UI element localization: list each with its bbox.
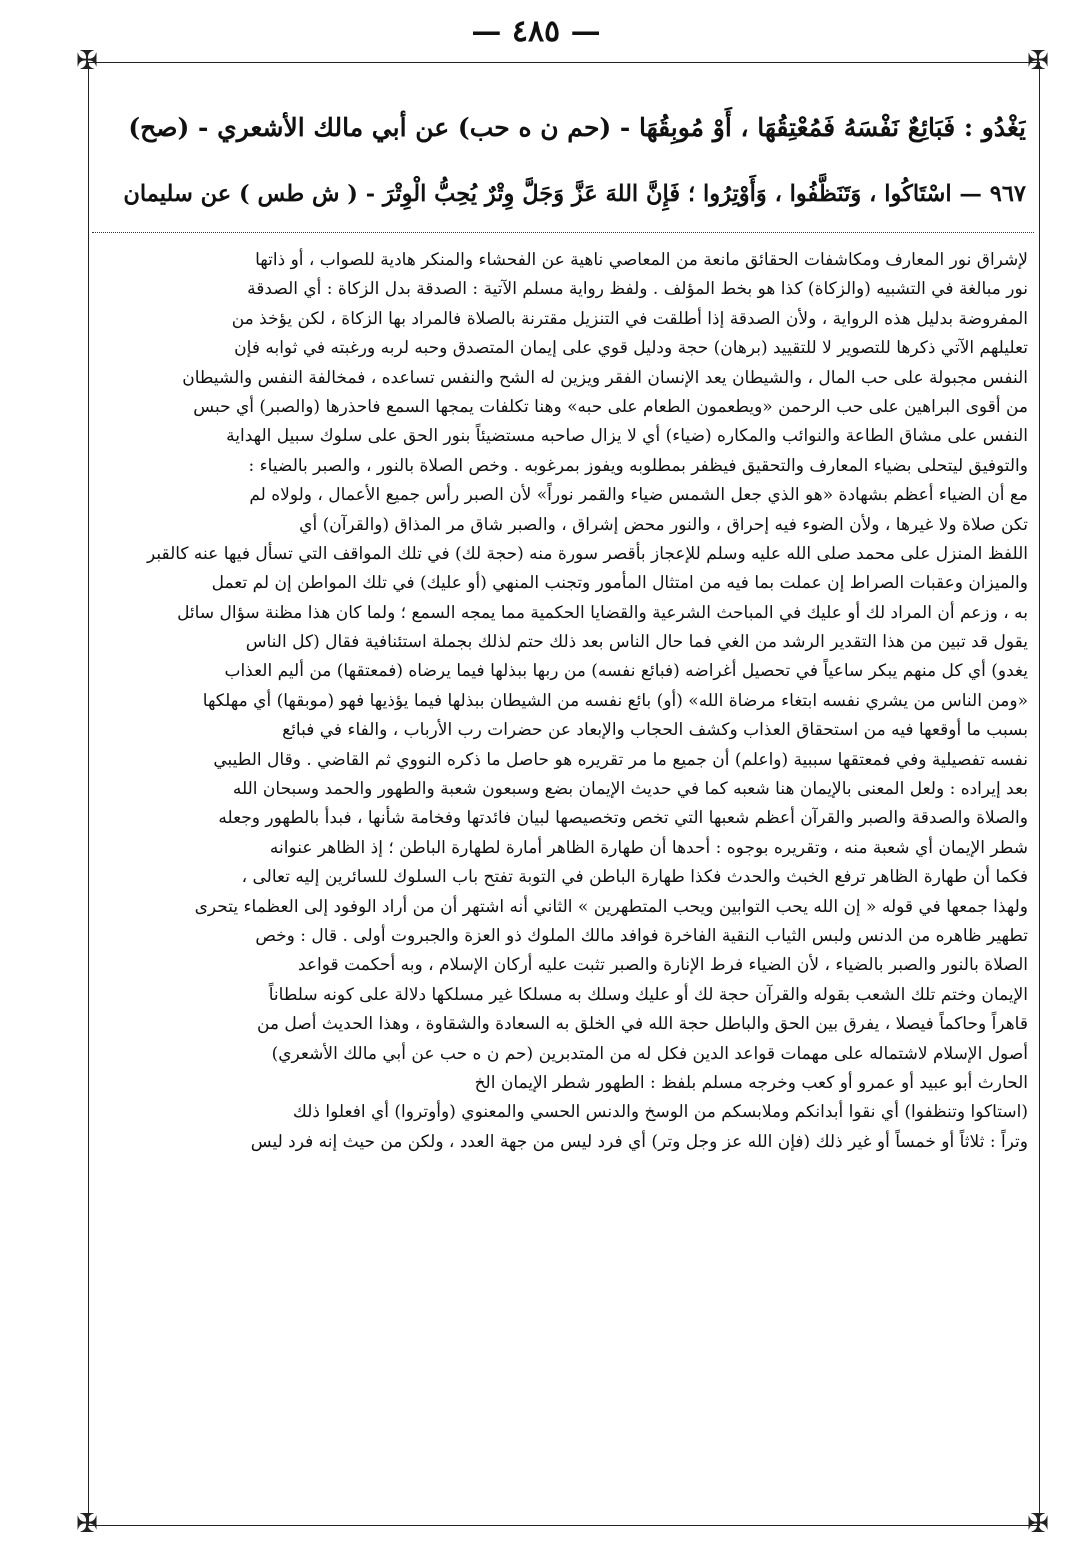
- commentary-line: (استاكوا وتنظفوا) أي نقوا أبدانكم وملابسكم من الوسخ والدنس الحسي والمعنوي (وأوتروا) أي افعلوا ذلك: [292, 1102, 1028, 1123]
- commentary-line: مع أن الضياء أعظم بشهادة «هو الذي جعل الشمس ضياء والقمر نوراً» لأن الصبر رأس جميع الأعمال ، ولولاه لم: [249, 485, 1028, 506]
- commentary-text: [106, 246, 1028, 1157]
- commentary-line: والصلاة والصدقة والصبر والقرآن أعظم شعبها التي تخص وتخصيصها لبيان فائدتها وفخامة شأنها ، فبدأ بالطهور وجعله: [218, 808, 1028, 829]
- commentary-line: والميزان وعقبات الصراط إن عملت بما فيه من امتثال المأمور وتجنب المنهي (أو عليك) في تلك المواطن إن لم تعمل: [211, 573, 1028, 594]
- hadith-text: [112, 95, 1026, 227]
- commentary-line: الإيمان وختم تلك الشعب بقوله والقرآن حجة لك أو عليك وسلك به مسلكا غير مسلكها دلالة على كونه سلطاناً: [268, 984, 1028, 1005]
- ornament-icon: ✠: [76, 46, 98, 76]
- commentary-line: يغدو) أي كل منهم يبكر ساعياً في تحصيل أغراضه (فبائع نفسه) من ربها ببذلها فيما يرضاه (فمعتقها) من أليم العذاب: [224, 661, 1028, 682]
- ornament-icon: ✠: [1027, 46, 1049, 76]
- commentary-line: بسبب ما أوقعها فيه من استحقاق العذاب وكشف الحجاب والإبعاد عن حضرات رب الأرباب ، والفاء في فبائع: [282, 720, 1028, 741]
- page-number: — ٤٨٥ —: [471, 14, 601, 49]
- commentary-line: الصلاة بالنور والصبر بالضياء ، لأن الضياء فرط الإنارة والصبر تثبت عليه أركان الإسلام ، وبه أحكمت قواعد: [297, 955, 1028, 976]
- ornament-icon: ✠: [1027, 1509, 1049, 1539]
- ornament-icon: ✠: [76, 1509, 98, 1539]
- commentary-line: فكما أن طهارة الظاهر ترفع الخبث والحدث فكذا طهارة الباطن في التوبة تفتح باب السلوك للسائرين إليه تعالى ،: [241, 867, 1028, 888]
- commentary-line: المفروضة بدليل هذه الرواية ، ولأن الصدقة إذا أطلقت في التنزيل مقترنة بالصلاة فالمراد بها الزكاة ، لكن يؤخذ من: [231, 308, 1028, 329]
- commentary-line: والتوفيق ليتحلى بضياء المعارف والتحقيق فيظفر بمطلوبه ويفوز بمرغوبه . وخص الصلاة بالنور ، والصبر بالضياء :: [248, 455, 1028, 476]
- commentary-line: به ، وزعم أن المراد لك أو عليك في المباحث الشرعية والقضايا الحكمية مما يمجه السمع ؛ ولما كان هذا مظنة سؤال سائل: [177, 602, 1028, 623]
- commentary-line: تطهير ظاهره من الدنس ولبس الثياب النقية الفاخرة فوافد مالك الملوك ذو العزة والجبروت أولى . قال : وخص: [255, 925, 1028, 946]
- commentary-line: النفس على مشاق الطاعة والنوائب والمكاره (ضياء) أي لا يزال صاحبه مستضيئاً بنور الحق على سلوك سبيل الهداية: [226, 426, 1028, 447]
- commentary-line: شطر الإيمان أي شعبة منه ، وتقريره بوجوه : أحدها أن طهارة الظاهر أمارة لطهارة الباطن ؛ إذ الظاهر عنوانه: [269, 837, 1028, 858]
- commentary-line: نور مبالغة في التشبيه (والزكاة) كذا هو بخط المؤلف . ولفظ رواية مسلم الآتية : الصدقة بدل الزكاة : أي الصدقة: [247, 279, 1028, 300]
- commentary-line: وتراً : ثلاثاً أو خمساً أو غير ذلك (فإن الله عز وجل وتر) أي فرد ليس من جهة العدد ، ولكن من حيث إنه فرد ليس: [250, 1131, 1028, 1152]
- hadith-line: يَغْدُو : فَبَائِعٌ نَفْسَهُ فَمُعْتِقُهَا ، أَوْ مُوبِقُهَا - (حم ن ه حب) عن أبي مالك الأشعري - (صح): [128, 113, 1026, 142]
- section-divider: [92, 232, 1034, 233]
- commentary-line: النفس مجبولة على حب المال ، والشيطان يعد الإنسان الفقر ويزين له الشح والنفس تساعده ، فمخالفة النفس والشيطان: [182, 367, 1028, 388]
- commentary-line: ولهذا جمعها في قوله « إن الله يحب التوابين ويحب المتطهرين » الثاني أنه اشتهر أن من أراد الوفود إلى العظماء يتحرى: [194, 896, 1028, 917]
- commentary-line: قاهراً وحاكماً فيصلا ، يفرق بين الحق والباطل حجة الله في الخلق به السعادة والشقاوة ، وهذا الحديث أصل من: [256, 1014, 1028, 1035]
- commentary-line: أصول الإسلام لاشتماله على مهمات قواعد الدين فكل له من المتدبرين (حم ن ه حب عن أبي مالك الأشعري): [271, 1043, 1028, 1064]
- commentary-line: من أقوى البراهين على حب الرحمن «ويطعمون الطعام على حبه» وهنا تكلفات يمجها السمع فاحذرها (والصبر) أي حبس: [193, 396, 1028, 417]
- hadith-line: ٩٦٧ — اسْتَاكُوا ، وَتَنَظَّفُوا ، وَأَوْتِرُوا ؛ فَإِنَّ اللهَ عَزَّ وَجَلَّ وِتْرٌ يُحِبُّ الْوِتْرَ - ( ش طس ) عن سليمان: [123, 181, 1026, 207]
- commentary-line: تعليلهم الآتي ذكرها للتصوير لا للتقييد (برهان) حجة ودليل قوي على إيمان المتصدق وحبه لربه ورغبته في ثوابه فإن: [234, 338, 1028, 359]
- commentary-line: لإشراق نور المعارف ومكاشفات الحقائق مانعة من المعاصي ناهية عن الفحشاء والمنكر هادية للصواب ، أو ذاتها: [255, 250, 1028, 270]
- commentary-line: «ومن الناس من يشري نفسه ابتغاء مرضاة الله» (أو) بائع نفسه من الشيطان ببذلها فيما يؤذيها فهو (موبقها) أي مهلكها: [202, 690, 1028, 711]
- commentary-line: اللفظ المنزل على محمد صلى الله عليه وسلم للإعجاز بأقصر سورة منه (حجة لك) في تلك المواقف التي تسأل فيها عنه كالقبر: [146, 543, 1028, 564]
- commentary-line: بعد إيراده : ولعل المعنى بالإيمان هنا شعبه كما في حديث الإيمان بضع وسبعون شعبة والطهور والحمد وسبحان الله: [232, 779, 1028, 800]
- commentary-line: نفسه تفصيلية وفي فمعتقها سببية (واعلم) أن جميع ما مر تقريره هو حاصل ما ذكره النووي ثم القاضي . وقال الطيبي: [213, 749, 1028, 770]
- commentary-line: الحارث أبو عبيد أو عمرو أو كعب وخرجه مسلم بلفظ : الطهور شطر الإيمان الخ: [474, 1072, 1028, 1093]
- commentary-line: يقول قد تبين من هذا التقدير الرشد من الغي فما حال الناس بعد ذلك حتم لذلك بجملة استئنافية فقال (كل الناس: [245, 632, 1028, 653]
- commentary-line: تكن صلاة ولا غيرها ، ولأن الضوء فيه إحراق ، والنور محض إشراق ، والصبر شاق مر المذاق (والقرآن) أي: [299, 514, 1028, 535]
